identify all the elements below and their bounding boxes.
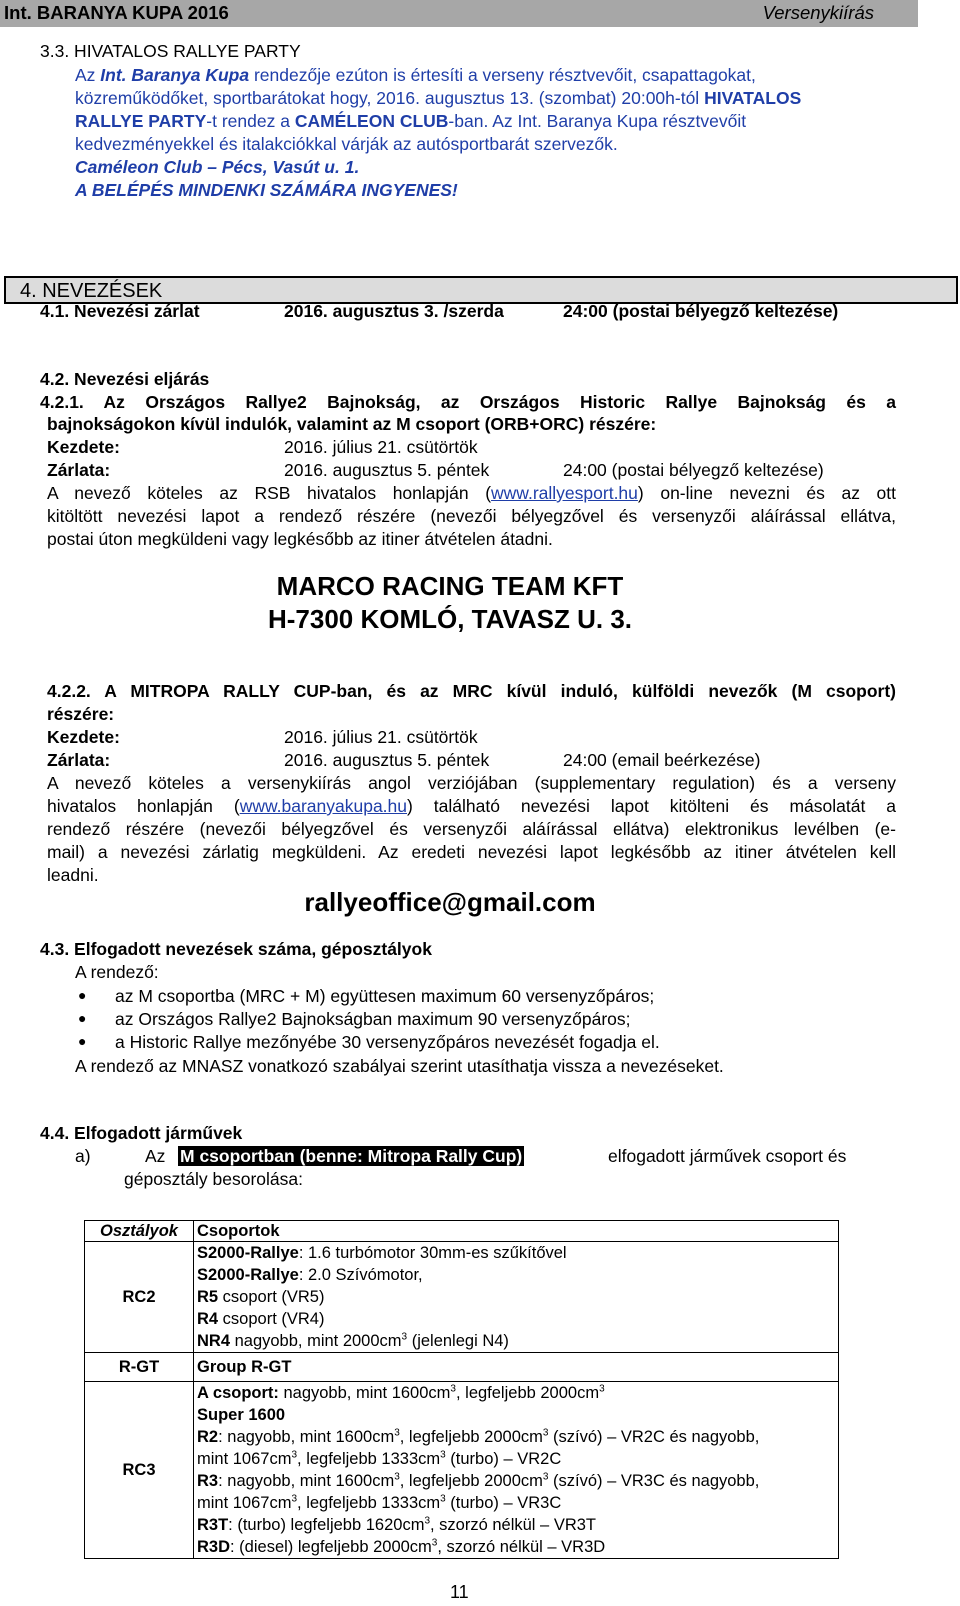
table-cell-line: R3D: (diesel) legfeljebb $2000cm^3$, szorzó nélkül – VR3D bbox=[197, 1537, 606, 1556]
section-4-4-heading: 4.4. Elfogadott járművek bbox=[40, 1123, 243, 1143]
party-line-1: Az Int. Baranya Kupa rendezője ezúton is értesíti a verseny résztvevőit, csapattagokat, bbox=[75, 65, 756, 85]
mrc-paragraph-line-5: leadni. bbox=[47, 865, 99, 885]
item-a-az: Az bbox=[145, 1146, 166, 1166]
entry-closing-label: 4.1. Nevezési zárlat bbox=[40, 301, 200, 321]
item-a-label: a) bbox=[75, 1146, 91, 1166]
close-time-2: 24:00 (email beérkezése) bbox=[563, 750, 761, 770]
header-title: Int. BARANYA KUPA 2016 bbox=[4, 2, 229, 23]
table-cell-line: Super 1600 bbox=[197, 1406, 286, 1424]
item-a-rest: elfogadott járművek csoport és bbox=[608, 1146, 847, 1166]
table-cell-line: S2000-Rallye: 2.0 Szívómotor, bbox=[197, 1266, 423, 1284]
table-cell-line: R3: nagyobb, mint $1600cm^3$, legfeljebb $2000cm^3$ (szívó) – VR3C és nagyobb, bbox=[197, 1471, 760, 1490]
limit-item-3: a Historic Rallye mezőnyébe 30 versenyzőpáros nevezését fogadja el. bbox=[115, 1032, 660, 1052]
item-a-highlight: M csoportban (benne: Mitropa Rally Cup) bbox=[180, 1146, 523, 1166]
table-cell-line: NR4 nagyobb, mint $2000cm^3$ (jelenlegi N4) bbox=[197, 1331, 509, 1350]
limit-item-1: az M csoportba (MRC + M) együttesen maximum 60 versenyzőpáros; bbox=[115, 986, 655, 1006]
class-rc2: RC2 bbox=[85, 1242, 194, 1353]
col-header-classes: Osztályok bbox=[85, 1221, 194, 1242]
organizer-label: A rendező: bbox=[75, 962, 159, 982]
rsb-paragraph-line-1: A nevező köteles az RSB hivatalos honlapján (www.rallyesport.hu) on-line nevezni és az ott bbox=[47, 483, 896, 503]
section-4-3-heading: 4.3. Elfogadott nevezések száma, géposztályok bbox=[40, 939, 432, 959]
bullet-icon: ● bbox=[78, 1033, 87, 1049]
start-date-1: 2016. július 21. csütörtök bbox=[284, 437, 478, 457]
table-cell-line: R3T: (turbo) legfeljebb $1620cm^3$, szorzó nélkül – VR3T bbox=[197, 1515, 596, 1534]
header-doc-type: Versenykiírás bbox=[762, 2, 874, 23]
item-a-line-2: géposztály besorolása: bbox=[124, 1169, 303, 1189]
close-date-1: 2016. augusztus 5. péntek bbox=[284, 460, 490, 480]
entry-procedure-heading: 4.2. Nevezési eljárás bbox=[40, 369, 210, 389]
page-number: 11 bbox=[450, 1582, 469, 1602]
mrc-paragraph-line-1: A nevező köteles a versenykiírás angol verziójában (supplementary regulation) és a verseny bbox=[47, 773, 896, 793]
limit-item-2: az Országos Rallye2 Bajnokságban maximum 90 versenyzőpáros; bbox=[115, 1009, 631, 1029]
party-line-4: kedvezményekkel és italakciókkal várják az autósportbarát szervezők. bbox=[75, 134, 618, 154]
section-4-heading: 4. NEVEZÉSEK bbox=[20, 280, 163, 302]
section-3-3-heading: 3.3. HIVATALOS RALLYE PARTY bbox=[40, 41, 301, 61]
party-address: Caméleon Club – Pécs, Vasút u. 1. bbox=[75, 157, 360, 177]
table-cell-line: mint $1067cm^3$, legfeljebb $1333cm^3$ (turbo) – VR2C bbox=[197, 1449, 562, 1468]
table-cell-line: A csoport: nagyobb, mint $1600cm^3$, legfeljebb $2000cm^3$ bbox=[197, 1383, 605, 1402]
p421-line-2: bajnokságokon kívül indulók, valamint az M csoport (ORB+ORC) részére: bbox=[47, 414, 657, 434]
table-row bbox=[85, 1353, 839, 1382]
groups-rc2 bbox=[194, 1242, 839, 1353]
table-row bbox=[85, 1382, 839, 1559]
mnasz-rule: A rendező az MNASZ vonatkozó szabályai szerint utasíthatja vissza a nevezéseket. bbox=[75, 1056, 724, 1076]
postal-address-name: MARCO RACING TEAM KFT bbox=[276, 571, 624, 601]
table-cell-line: R5 csoport (VR5) bbox=[197, 1288, 325, 1306]
table-cell-line: mint $1067cm^3$, legfeljebb $1333cm^3$ (turbo) – VR3C bbox=[197, 1493, 562, 1512]
close-date-2: 2016. augusztus 5. péntek bbox=[284, 750, 490, 770]
table-header-row bbox=[85, 1221, 839, 1242]
close-label-1: Zárlata: bbox=[47, 460, 111, 480]
table-cell-line: S2000-Rallye: 1.6 turbómotor 30mm-es szűkítővel bbox=[197, 1244, 567, 1262]
mrc-paragraph-line-2: hivatalos honlapján (www.baranyakupa.hu) található nevezési lapot kitölteni és másolatát a bbox=[47, 796, 897, 816]
rsb-paragraph-line-2: kitöltött nevezési lapot a rendező részére (nevezői bélyegzővel és versenyzői aláírással ellátva, bbox=[47, 506, 896, 526]
table-cell-line: R4 csoport (VR4) bbox=[197, 1310, 325, 1328]
bullet-icon: ● bbox=[78, 987, 87, 1003]
rallyesport-link[interactable]: www.rallyesport.hu bbox=[491, 483, 638, 503]
p421-line-1: 4.2.1. Az Országos Rallye2 Bajnokság, az Országos Historic Rallye Bajnokság és a bbox=[40, 392, 896, 412]
close-label-2: Zárlata: bbox=[47, 750, 111, 770]
table-row bbox=[85, 1242, 839, 1353]
party-line-2: közreműködőket, sportbarátokat hogy, 2016. augusztus 13. (szombat) 20:00h-tól HIVATALOS bbox=[75, 88, 802, 108]
start-label-2: Kezdete: bbox=[47, 727, 120, 747]
table-cell-line: R2: nagyobb, mint $1600cm^3$, legfeljebb $2000cm^3$ (szívó) – VR2C és nagyobb, bbox=[197, 1427, 760, 1446]
rsb-paragraph-line-3: postai úton megküldeni vagy legkésőbb az itiner átvételen átadni. bbox=[47, 529, 553, 549]
class-rc3: RC3 bbox=[85, 1382, 194, 1559]
party-free-entry: A BELÉPÉS MINDENKI SZÁMÁRA INGYENES! bbox=[75, 180, 458, 200]
bullet-icon: ● bbox=[78, 1010, 87, 1026]
p422-line-2: részére: bbox=[47, 704, 115, 724]
rally-office-email[interactable]: rallyeoffice@gmail.com bbox=[304, 887, 596, 917]
groups-rc3 bbox=[194, 1382, 839, 1559]
mrc-paragraph-line-3: rendező részére (nevezői bélyegzővel és versenyzői aláírással ellátva) elektronikus levélben (e- bbox=[47, 819, 896, 839]
entry-closing-time: 24:00 (postai bélyegző keltezése) bbox=[563, 301, 839, 321]
mrc-paragraph-line-4: mail) a nevezési zárlatig megküldeni. Az eredeti nevezési lapot legkésőbb az itiner átvételen kell bbox=[47, 842, 896, 862]
close-time-1: 24:00 (postai bélyegző keltezése) bbox=[563, 460, 824, 480]
postal-address-street: H-7300 KOMLÓ, TAVASZ U. 3. bbox=[267, 604, 633, 634]
start-label-1: Kezdete: bbox=[47, 437, 120, 457]
page-header bbox=[0, 0, 918, 27]
entry-closing-date: 2016. augusztus 3. /szerda bbox=[284, 301, 504, 321]
col-header-groups: Csoportok bbox=[194, 1221, 839, 1242]
groups-rgt: Group R-GT bbox=[194, 1353, 839, 1382]
party-line-3: RALLYE PARTY-t rendez a CAMÉLEON CLUB-ban. Az Int. Baranya Kupa résztvevőit bbox=[75, 111, 747, 131]
class-rgt: R-GT bbox=[85, 1353, 194, 1382]
start-date-2: 2016. július 21. csütörtök bbox=[284, 727, 478, 747]
p422-line-1: 4.2.2. A MITROPA RALLY CUP-ban, és az MRC kívül induló, külföldi nevezők (M csoport) bbox=[47, 681, 896, 701]
baranyakupa-link[interactable]: www.baranyakupa.hu bbox=[239, 796, 408, 816]
class-table bbox=[84, 1220, 839, 1559]
